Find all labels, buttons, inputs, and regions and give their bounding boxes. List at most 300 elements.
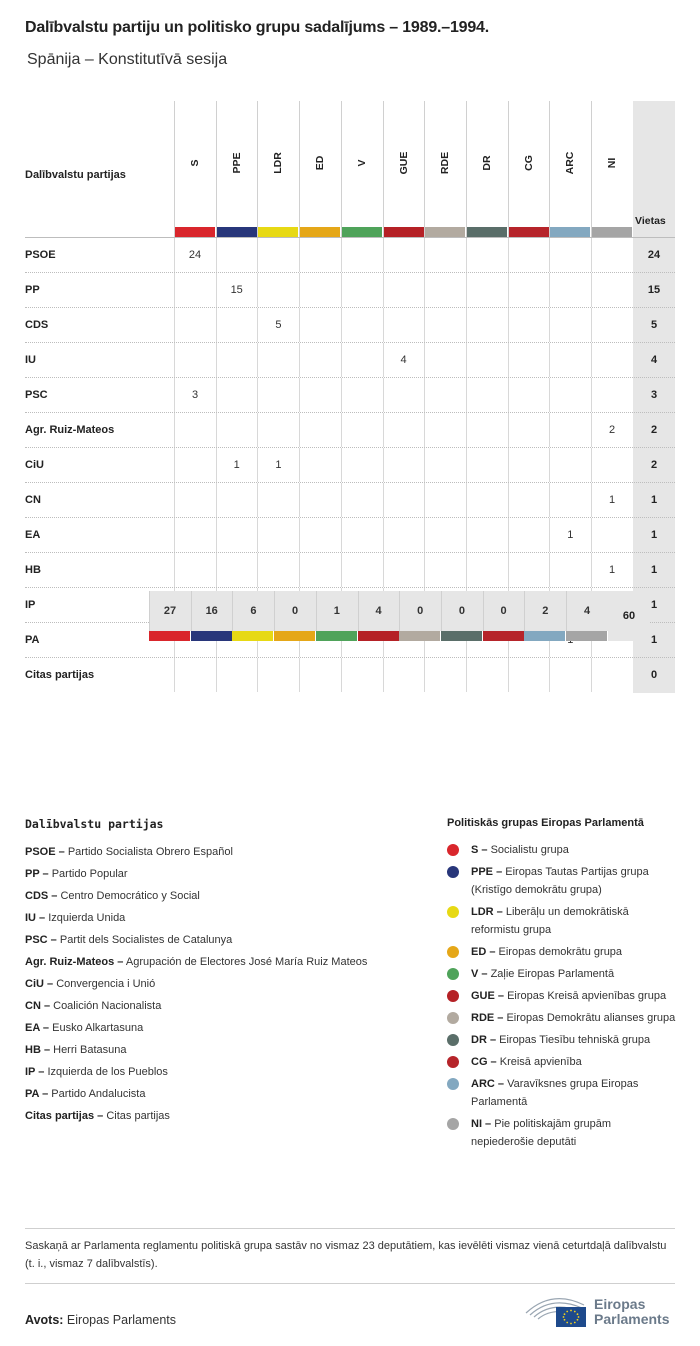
row-party-name: EA <box>25 529 41 541</box>
seat-cell <box>257 343 298 377</box>
group-color-dot-icon <box>447 844 459 856</box>
seat-cell <box>508 448 549 482</box>
group-legend-heading: Politiskās grupas Eiropas Parlamentā <box>447 817 644 829</box>
seat-cell <box>341 413 382 447</box>
group-full-name: Eiropas Kreisā apvienības grupa <box>507 990 667 1002</box>
group-color-bar <box>592 227 632 237</box>
seat-cell <box>508 238 549 272</box>
row-party-name: PA <box>25 634 40 646</box>
row-party-name: PSOE <box>25 249 56 261</box>
column-label: S <box>189 159 201 167</box>
column-total-v: 1 <box>316 591 357 631</box>
group-color-bar <box>232 631 273 641</box>
column-label: LDR <box>272 152 285 174</box>
column-label: V <box>355 159 368 167</box>
row-party-name: HB <box>25 564 41 576</box>
column-total-ldr: 6 <box>232 591 273 631</box>
seat-cell <box>549 238 590 272</box>
seat-cell <box>549 448 590 482</box>
group-color-bar <box>384 227 424 237</box>
seat-cell <box>299 483 340 517</box>
seat-cell: 1 <box>549 518 590 552</box>
parliament-hemicycle-icon <box>522 1291 592 1331</box>
party-abbr: IU – <box>25 912 46 924</box>
seat-cell: 1 <box>257 448 298 482</box>
seat-cell <box>216 238 257 272</box>
seat-cell <box>383 553 424 587</box>
group-full-name: Eiropas Tautas Partijas grupa (Kristīgo demokrātu grupa) <box>471 866 649 896</box>
seat-cell <box>508 273 549 307</box>
row-total: 1 <box>633 588 675 623</box>
seat-cell <box>257 518 298 552</box>
party-abbr: CN – <box>25 1000 51 1012</box>
column-header-rde <box>424 101 465 237</box>
seat-cell <box>466 518 507 552</box>
party-full-name: Partido Socialista Obrero Español <box>67 846 233 858</box>
row-total: 24 <box>633 238 675 273</box>
group-abbr: RDE – <box>471 1012 504 1024</box>
seat-cell <box>591 378 632 412</box>
row-party-name: Agr. Ruiz-Mateos <box>25 424 115 436</box>
party-abbr: Agr. Ruiz-Mateos – <box>25 956 124 968</box>
party-full-name: Partit dels Socialistes de Catalunya <box>59 934 233 946</box>
column-total-arc: 2 <box>524 591 565 631</box>
group-color-dot-icon <box>447 1078 459 1090</box>
column-total-dr: 0 <box>441 591 482 631</box>
row-party-name: PP <box>25 284 40 296</box>
party-full-name: Izquierda de los Pueblos <box>47 1066 168 1078</box>
column-header-ppe <box>216 101 257 237</box>
seat-cell <box>257 413 298 447</box>
column-total-cg: 0 <box>483 591 524 631</box>
table-row <box>25 447 675 482</box>
column-label: DR <box>480 155 493 171</box>
group-full-name: Eiropas Demokrātu alianses grupa <box>506 1012 676 1024</box>
seat-cell <box>216 343 257 377</box>
group-abbr: S – <box>471 844 488 856</box>
group-abbr: GUE – <box>471 990 505 1002</box>
seat-cell <box>508 483 549 517</box>
seat-cell <box>466 238 507 272</box>
group-abbr: PPE – <box>471 866 503 878</box>
group-color-bar <box>566 631 607 641</box>
seat-cell <box>508 413 549 447</box>
group-color-bar <box>191 631 232 641</box>
logo-line1: Eiropas <box>594 1296 646 1312</box>
seat-cell: 4 <box>383 343 424 377</box>
seat-cell <box>466 553 507 587</box>
group-color-bar <box>175 227 215 237</box>
group-color-dot-icon <box>447 946 459 958</box>
page-subtitle: Spānija – Konstitutīvā sesija <box>27 51 228 68</box>
group-color-dot-icon <box>447 1034 459 1046</box>
logo-text <box>594 1297 669 1327</box>
seat-cell <box>508 658 549 692</box>
seat-cell <box>299 413 340 447</box>
row-party-name: CiU <box>25 459 44 471</box>
seat-cell <box>174 413 215 447</box>
group-color-bar <box>149 631 190 641</box>
column-label: PPE <box>230 152 243 174</box>
column-total-ed: 0 <box>274 591 315 631</box>
seat-cell <box>341 658 382 692</box>
party-full-name: Citas partijas <box>106 1110 170 1122</box>
group-legend-item <box>447 943 677 961</box>
row-party-name: Citas partijas <box>25 669 95 681</box>
seat-cell <box>174 518 215 552</box>
group-abbr: NI – <box>471 1118 492 1130</box>
seat-cell <box>424 238 465 272</box>
seat-cell <box>216 518 257 552</box>
seat-cell <box>257 238 298 272</box>
table-row <box>25 307 675 342</box>
party-legend-item <box>25 1039 425 1061</box>
row-total: 15 <box>633 273 675 308</box>
seat-cell <box>216 658 257 692</box>
seat-cell <box>299 658 340 692</box>
group-color-bar <box>342 227 382 237</box>
seat-cell <box>508 518 549 552</box>
group-full-name: Eiropas Tiesību tehniskā grupa <box>499 1034 651 1046</box>
party-abbr: PA – <box>25 1088 49 1100</box>
row-party-name: IU <box>25 354 36 366</box>
seat-cell <box>383 518 424 552</box>
party-legend <box>25 817 425 1127</box>
party-abbr: Citas partijas – <box>25 1110 104 1122</box>
table-row <box>25 342 675 377</box>
row-total: 1 <box>633 623 675 658</box>
group-abbr: LDR – <box>471 906 503 918</box>
row-party-name: PSC <box>25 389 48 401</box>
seat-cell <box>466 378 507 412</box>
party-abbr: EA – <box>25 1022 50 1034</box>
party-legend-item <box>25 1083 425 1105</box>
table-row <box>25 377 675 412</box>
logo-line2: Parlaments <box>594 1311 670 1327</box>
seat-cell <box>216 553 257 587</box>
column-header-dr <box>466 101 507 237</box>
party-legend-item <box>25 951 425 973</box>
seat-cell <box>174 553 215 587</box>
party-full-name: Coalición Nacionalista <box>53 1000 162 1012</box>
row-party-name: CDS <box>25 319 49 331</box>
group-color-bars-bottom <box>149 631 608 641</box>
seat-cell <box>424 483 465 517</box>
party-legend-item <box>25 885 425 907</box>
seat-cell <box>216 413 257 447</box>
party-full-name: Eusko Alkartasuna <box>52 1022 144 1034</box>
row-total: 3 <box>633 378 675 413</box>
seat-cell <box>424 413 465 447</box>
group-full-name: Socialistu grupa <box>490 844 569 856</box>
group-legend-item <box>447 965 677 983</box>
row-party-name: CN <box>25 494 41 506</box>
row-total: 1 <box>633 483 675 518</box>
party-abbr: IP – <box>25 1066 45 1078</box>
row-total: 4 <box>633 343 675 378</box>
seat-cell <box>174 658 215 692</box>
seat-cell <box>466 483 507 517</box>
seat-cell <box>341 553 382 587</box>
column-label: ARC <box>564 151 577 175</box>
seat-cell <box>299 518 340 552</box>
party-full-name: Partido Popular <box>51 868 128 880</box>
party-full-name: Izquierda Unida <box>48 912 126 924</box>
seat-cell <box>549 273 590 307</box>
column-total-ni: 4 <box>566 591 607 631</box>
seat-cell <box>466 308 507 342</box>
seat-cell <box>424 553 465 587</box>
seat-cell <box>508 553 549 587</box>
seat-cell <box>383 238 424 272</box>
party-full-name: Herri Batasuna <box>53 1044 127 1056</box>
seat-cell <box>174 308 215 342</box>
seat-cell <box>466 448 507 482</box>
group-color-bar <box>399 631 440 641</box>
party-legend-item <box>25 973 425 995</box>
column-header-gue <box>383 101 424 237</box>
seat-cell <box>174 483 215 517</box>
seat-cell <box>299 378 340 412</box>
seat-cell <box>216 378 257 412</box>
group-color-bar <box>300 227 340 237</box>
seat-cell: 5 <box>257 308 298 342</box>
seat-cell <box>341 343 382 377</box>
seat-cell <box>216 483 257 517</box>
column-label: GUE <box>397 151 410 175</box>
party-abbr: PP – <box>25 868 49 880</box>
row-total: 1 <box>633 553 675 588</box>
seat-cell <box>299 238 340 272</box>
group-color-dot-icon <box>447 1012 459 1024</box>
group-color-bar <box>550 227 590 237</box>
group-color-bar <box>316 631 357 641</box>
table-row <box>25 412 675 447</box>
seat-cell <box>591 273 632 307</box>
seat-cell <box>341 273 382 307</box>
party-full-name: Agrupación de Electores José María Ruiz Mateos <box>125 956 368 968</box>
group-color-bar <box>358 631 399 641</box>
seat-cell <box>424 343 465 377</box>
seat-cell <box>341 448 382 482</box>
seat-cell <box>424 448 465 482</box>
party-legend-item <box>25 1061 425 1083</box>
seat-cell <box>341 483 382 517</box>
seat-cell: 15 <box>216 273 257 307</box>
footnote: Saskaņā ar Parlamenta reglamentu politiskā grupa sastāv no vismaz 23 deputātiem, kas ievēlēti vismaz vienā ceturtdaļā dalībvalstu (t. i., vismaz 7 dalībvalstīs). <box>25 1228 675 1284</box>
group-abbr: ARC – <box>471 1078 505 1090</box>
party-abbr: CiU – <box>25 978 54 990</box>
group-legend-item <box>447 903 677 939</box>
seat-cell <box>591 238 632 272</box>
seat-cell <box>383 413 424 447</box>
seat-cell <box>299 308 340 342</box>
group-abbr: ED – <box>471 946 496 958</box>
seat-cell <box>257 553 298 587</box>
table-row <box>25 552 675 587</box>
row-party-name: IP <box>25 599 36 611</box>
group-legend-item <box>447 1031 677 1049</box>
group-legend-item <box>447 987 677 1005</box>
group-full-name: Kreisā apvienība <box>499 1056 582 1068</box>
column-total-ppe: 16 <box>191 591 232 631</box>
group-legend-item <box>447 1115 677 1151</box>
column-label: ED <box>314 155 327 171</box>
group-color-bar <box>509 227 549 237</box>
seat-cell <box>257 483 298 517</box>
table-row <box>25 272 675 307</box>
party-abbr: CDS – <box>25 890 58 902</box>
column-total-rde: 0 <box>399 591 440 631</box>
group-color-dot-icon <box>447 968 459 980</box>
group-full-name: Zaļie Eiropas Parlamentā <box>490 968 615 980</box>
seat-cell <box>341 378 382 412</box>
group-color-dot-icon <box>447 990 459 1002</box>
row-total: 2 <box>633 448 675 483</box>
seat-cell <box>174 448 215 482</box>
group-color-bar <box>274 631 315 641</box>
european-parliament-logo <box>522 1291 682 1331</box>
column-header-v <box>341 101 382 237</box>
seat-cell <box>216 308 257 342</box>
source <box>25 1313 176 1327</box>
column-header-ldr <box>257 101 298 237</box>
seat-cell: 24 <box>174 238 215 272</box>
row-header-label: Dalībvalstu partijas <box>25 169 126 181</box>
seat-cell <box>424 658 465 692</box>
seat-cell <box>591 308 632 342</box>
seat-cell <box>591 658 632 692</box>
seat-cell <box>299 553 340 587</box>
group-color-dot-icon <box>447 1118 459 1130</box>
group-color-bar <box>483 631 524 641</box>
seat-cell <box>341 518 382 552</box>
party-abbr: PSC – <box>25 934 57 946</box>
seat-cell <box>424 308 465 342</box>
seat-cell: 1 <box>591 483 632 517</box>
seat-cell <box>257 273 298 307</box>
seat-cell <box>508 378 549 412</box>
source-value: Eiropas Parlaments <box>66 1313 176 1327</box>
row-total: 5 <box>633 308 675 343</box>
seat-cell <box>341 238 382 272</box>
seat-cell <box>383 378 424 412</box>
seat-cell <box>299 448 340 482</box>
seat-cell <box>466 658 507 692</box>
seat-cell <box>383 448 424 482</box>
table-row <box>25 237 675 272</box>
group-color-bar <box>524 631 565 641</box>
party-legend-item <box>25 841 425 863</box>
group-full-name: Varavīksnes grupa Eiropas Parlamentā <box>471 1078 639 1108</box>
total-column-header <box>633 101 675 237</box>
seat-cell <box>508 308 549 342</box>
group-legend-item <box>447 863 677 899</box>
seat-cell: 2 <box>591 413 632 447</box>
party-legend-item <box>25 929 425 951</box>
seat-cell <box>341 308 382 342</box>
party-abbr: PSOE – <box>25 846 65 858</box>
party-legend-item <box>25 907 425 929</box>
group-full-name: Eiropas demokrātu grupa <box>498 946 623 958</box>
seat-cell <box>466 413 507 447</box>
row-total: 1 <box>633 518 675 553</box>
seat-cell <box>383 483 424 517</box>
table-row <box>25 482 675 517</box>
row-total: 0 <box>633 658 675 693</box>
group-abbr: DR – <box>471 1034 497 1046</box>
seat-cell <box>549 413 590 447</box>
party-legend-heading: Dalībvalstu partijas <box>25 817 164 831</box>
group-color-bar <box>258 227 298 237</box>
row-total: 2 <box>633 413 675 448</box>
group-color-bar <box>217 227 257 237</box>
column-label: NI <box>606 157 618 169</box>
seat-cell <box>549 378 590 412</box>
seat-cell <box>591 518 632 552</box>
party-legend-item <box>25 1105 425 1127</box>
group-legend-item <box>447 1075 677 1111</box>
seat-cell <box>257 658 298 692</box>
seat-cell <box>424 273 465 307</box>
column-header-cg <box>508 101 549 237</box>
seat-cell <box>549 308 590 342</box>
group-abbr: V – <box>471 968 488 980</box>
total-header-label: Vietas <box>635 215 666 227</box>
party-full-name: Centro Democrático y Social <box>60 890 200 902</box>
seat-cell <box>424 518 465 552</box>
seat-cell <box>299 343 340 377</box>
seat-cell <box>383 273 424 307</box>
column-total-s: 27 <box>149 591 190 631</box>
seat-cell <box>466 273 507 307</box>
source-label: Avots: <box>25 1313 64 1327</box>
grand-total: 60 <box>608 591 650 641</box>
seat-cell <box>257 378 298 412</box>
seat-cell <box>299 273 340 307</box>
table-header <box>25 101 675 237</box>
seat-cell <box>383 308 424 342</box>
group-legend-item <box>447 1009 677 1027</box>
table-row <box>25 657 675 692</box>
column-header-s <box>174 101 215 237</box>
seat-cell <box>466 343 507 377</box>
group-color-dot-icon <box>447 906 459 918</box>
seat-cell <box>549 343 590 377</box>
seat-cell <box>383 658 424 692</box>
column-total-gue: 4 <box>358 591 399 631</box>
group-legend-item <box>447 1053 677 1071</box>
group-color-bar <box>467 227 507 237</box>
party-full-name: Partido Andalucista <box>51 1088 146 1100</box>
seat-cell <box>549 658 590 692</box>
group-color-dot-icon <box>447 866 459 878</box>
group-legend <box>447 817 677 1155</box>
party-legend-item <box>25 863 425 885</box>
party-legend-item <box>25 1017 425 1039</box>
group-full-name: Liberāļu un demokrātiskā reformistu grupa <box>471 906 629 936</box>
column-label: RDE <box>439 151 452 175</box>
seat-cell <box>174 343 215 377</box>
column-header-arc <box>549 101 590 237</box>
seat-cell <box>591 343 632 377</box>
group-color-bar <box>425 227 465 237</box>
group-color-dot-icon <box>447 1056 459 1068</box>
seat-cell <box>549 483 590 517</box>
seat-cell <box>591 448 632 482</box>
party-abbr: HB – <box>25 1044 51 1056</box>
column-header-ni <box>591 101 632 237</box>
